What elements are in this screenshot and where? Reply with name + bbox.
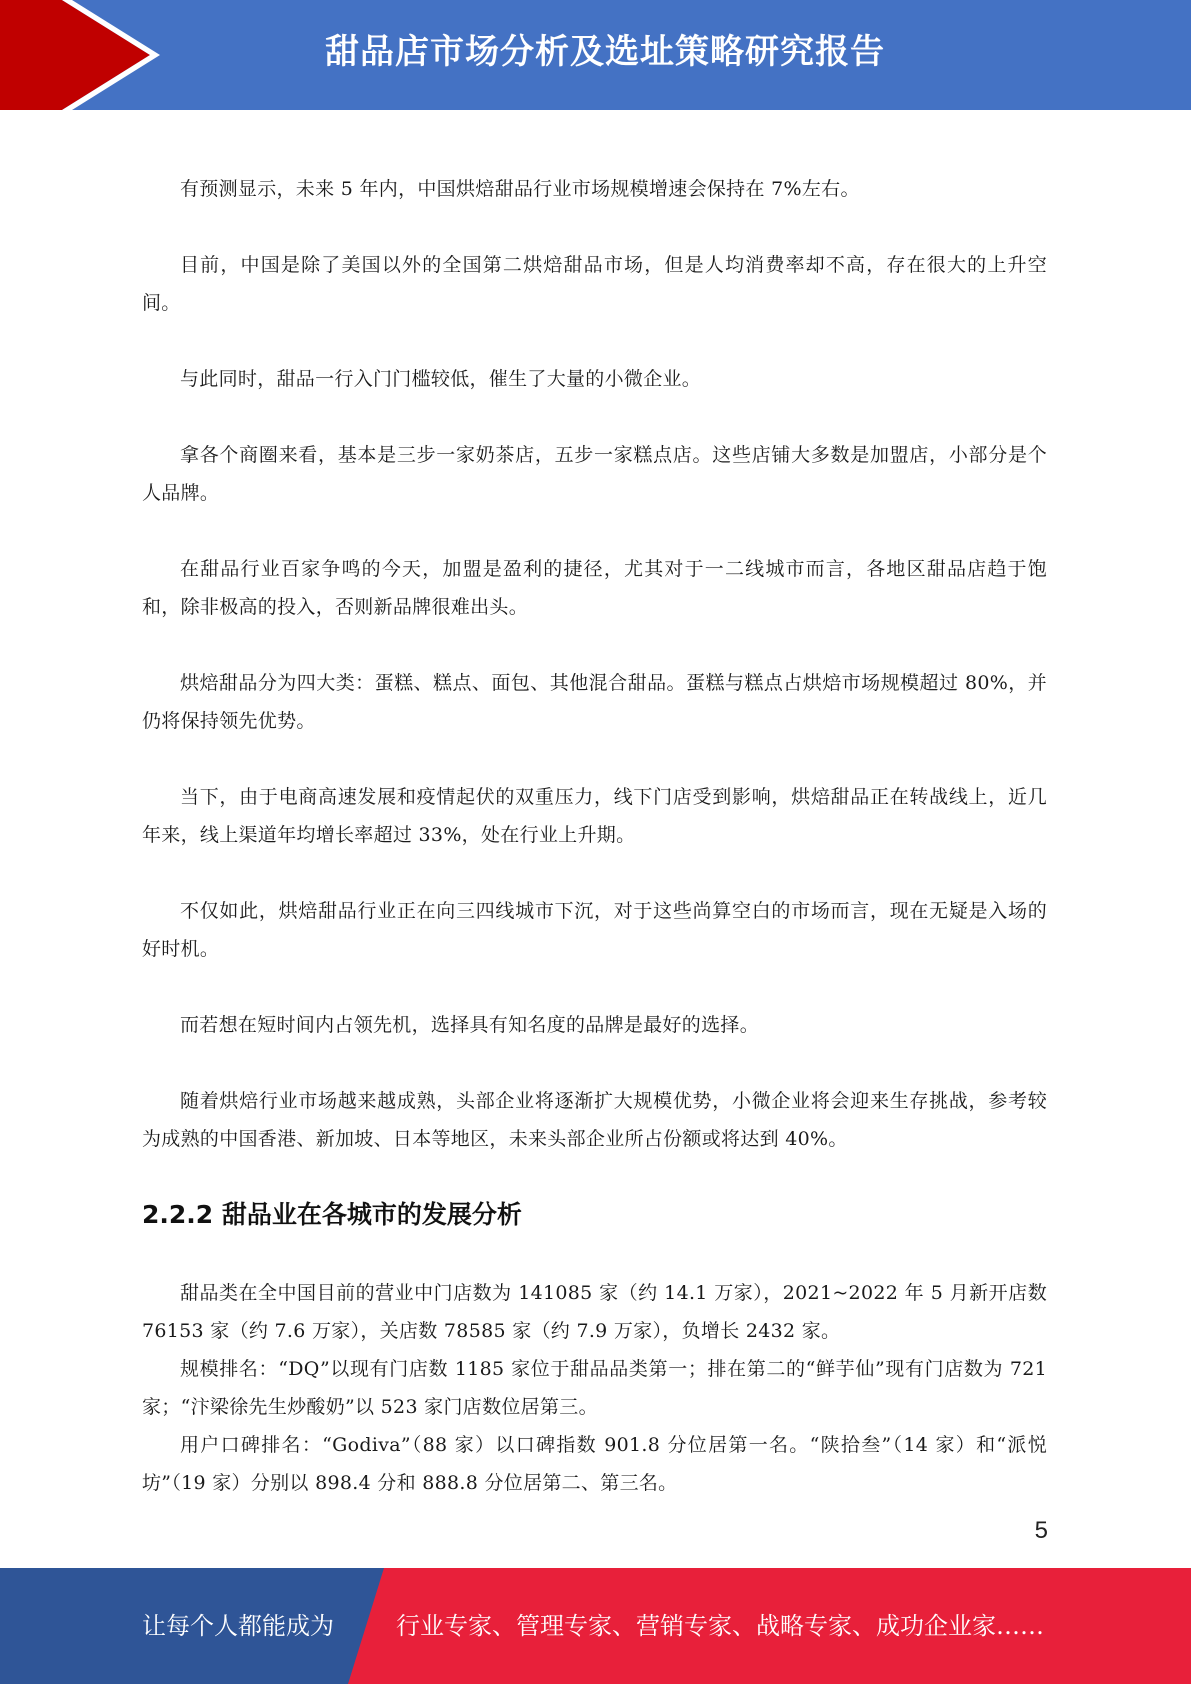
paragraph: 有预测显示，未来 5 年内，中国烘焙甜品行业市场规模增速会保持在 7%左右。	[180, 178, 860, 200]
paragraph: 甜品类在全中国目前的营业中门店数为 141085 家（约 14.1 万家），2021~2022 年 5 月新开店数 76153 家（约 7.6 万家），关店数 78585 家（约 7.9 万家），负增长 2432 家。	[142, 1282, 1047, 1342]
paragraph: 规模排名：“DQ”以现有门店数 1185 家位于甜品品类第一；排在第二的“鲜芋仙”现有门店数为 721 家；“汴梁徐先生炒酸奶”以 523 家门店数位居第三。	[142, 1358, 1047, 1418]
section-heading: 2.2.2 甜品业在各城市的发展分析	[142, 1200, 522, 1229]
paragraph: 当下，由于电商高速发展和疫情起伏的双重压力，线下门店受到影响，烘焙甜品正在转战线上，近几年来，线上渠道年均增长率超过 33%，处在行业上升期。	[142, 786, 1047, 846]
paragraph: 与此同时，甜品一行入门门槛较低，催生了大量的小微企业。	[180, 368, 702, 390]
paragraph: 随着烘焙行业市场越来越成熟，头部企业将逐渐扩大规模优势，小微企业将会迎来生存挑战，参考较为成熟的中国香港、新加坡、日本等地区，未来头部企业所占份额或将达到 40%。	[142, 1090, 1047, 1150]
paragraph: 目前，中国是除了美国以外的全国第二烘焙甜品市场，但是人均消费率却不高，存在很大的上升空间。	[142, 254, 1047, 314]
paragraph: 在甜品行业百家争鸣的今天，加盟是盈利的捷径，尤其对于一二线城市而言，各地区甜品店趋于饱和，除非极高的投入，否则新品牌很难出头。	[142, 558, 1047, 618]
paragraph: 不仅如此，烘焙甜品行业正在向三四线城市下沉，对于这些尚算空白的市场而言，现在无疑是入场的好时机。	[142, 900, 1047, 960]
page-header	[0, 0, 1191, 110]
document-body	[142, 170, 1047, 1502]
footer-slogan-left: 让每个人都能成为	[142, 1612, 334, 1640]
paragraph: 用户口碑排名：“Godiva”（88 家）以口碑指数 901.8 分位居第一名。“陕拾叁”（14 家）和“派悦坊”（19 家）分别以 898.4 分和 888.8 分位居第二、第三名。	[142, 1434, 1047, 1494]
paragraph: 拿各个商圈来看，基本是三步一家奶茶店，五步一家糕点店。这些店铺大多数是加盟店，小部分是个人品牌。	[142, 444, 1047, 504]
page-footer	[0, 1568, 1191, 1684]
document-title: 甜品店市场分析及选址策略研究报告	[325, 32, 885, 72]
paragraph: 烘焙甜品分为四大类：蛋糕、糕点、面包、其他混合甜品。蛋糕与糕点占烘焙市场规模超过 80%，并仍将保持领先优势。	[142, 672, 1047, 732]
paragraph: 而若想在短时间内占领先机，选择具有知名度的品牌是最好的选择。	[180, 1014, 760, 1036]
footer-slogan-right: 行业专家、管理专家、营销专家、战略专家、成功企业家……	[396, 1612, 1044, 1640]
page-number: 5	[1034, 1517, 1048, 1544]
